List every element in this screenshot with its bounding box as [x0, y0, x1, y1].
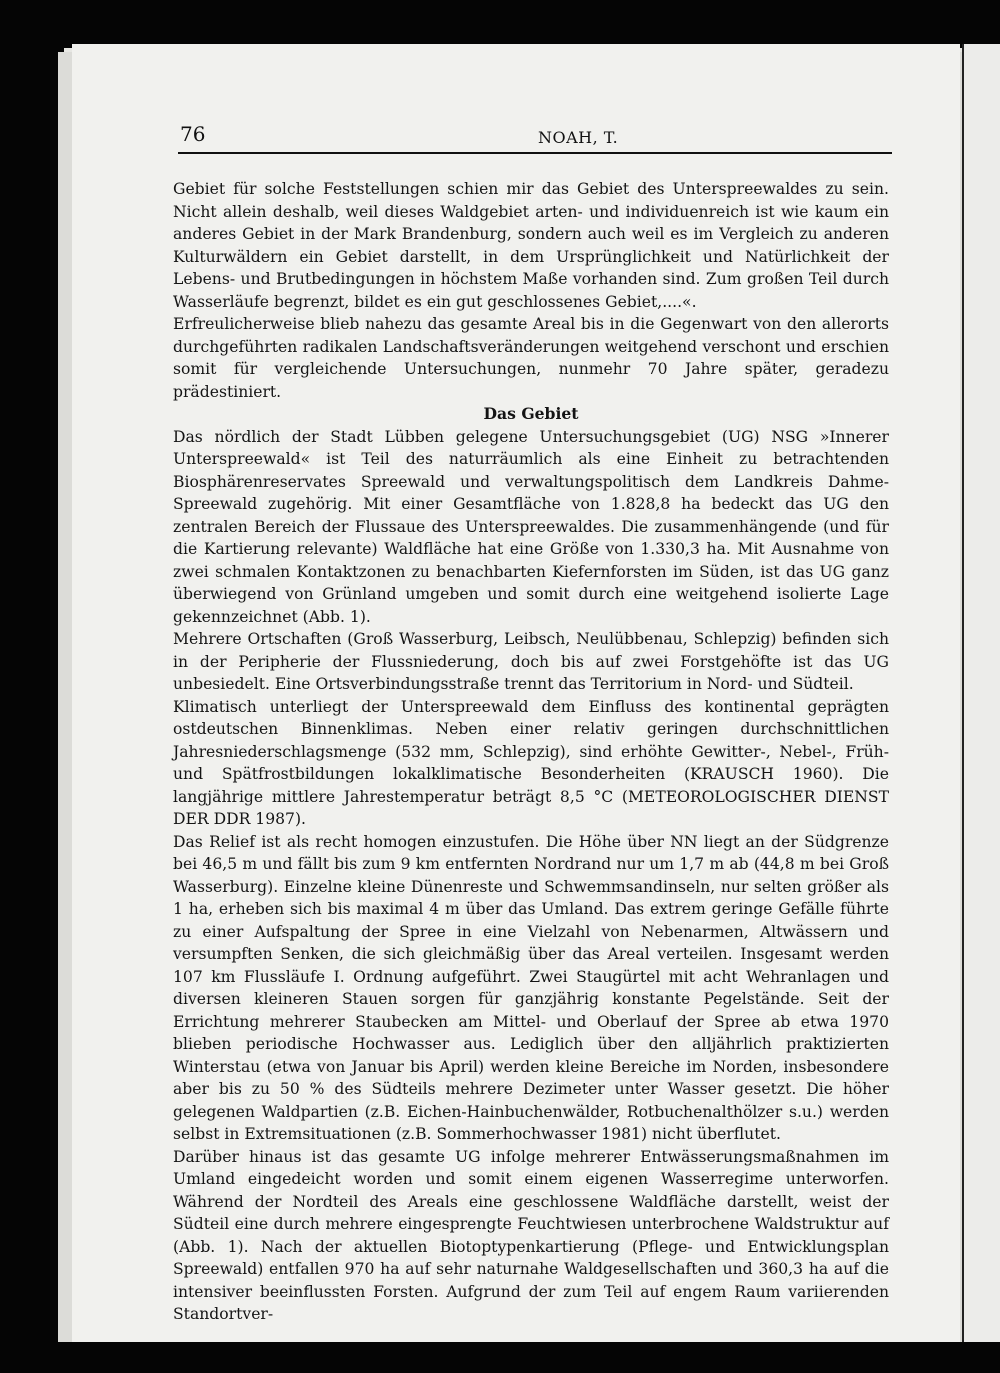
paragraph: Klimatisch unterliegt der Unterspreewald dem Einfluss des kontinental geprägten ostdeutschen Binnenklimas. Neben einer relativ geringen durchschnittlichen Jahresniederschlagsmenge (532 mm, Schlepzig), sind erhöhte Gewitter-, Nebel-, Früh- und Spätfrostbildungen lokalklimatische Besonderheiten (KRAUSCH 1960). Die langjährige mittlere Jahrestemperatur beträgt 8,5 °C (METEOROLOGISCHER DIENST DER DDR 1987).: [173, 697, 889, 828]
paragraph: Darüber hinaus ist das gesamte UG infolge mehrerer Entwässerungsmaßnahmen im Umland eingedeicht worden und somit einem eigenen Wasserregime unterworfen. Während der Nordteil des Areals eine geschlossene Waldfläche darstellt, weist der Südteil eine durch mehrere eingesprengte Feuchtwiesen unterbrochene Waldstruktur auf (Abb. 1). Nach der aktuellen Biotoptypenkartierung (Pflege- und Entwicklungsplan Spreewald) entfallen 970 ha auf sehr naturnahe Waldgesellschaften und 360,3 ha auf die intensiver beeinflussten Forsten. Aufgrund der zum Teil auf engem Raum variierenden Standortver-: [173, 1147, 889, 1323]
body-text: [173, 178, 889, 1326]
page-header: [178, 122, 890, 156]
paragraph: Das nördlich der Stadt Lübben gelegene Untersuchungsgebiet (UG) NSG »Innerer Unterspreewald« ist Teil des naturräumlich als eine Einheit zu betrachtenden Biosphärenreservates Spreewald und verwaltungspolitisch dem Landkreis Dahme-Spreewald zugehörig. Mit einer Gesamtfläche von 1.828,8 ha bedeckt das UG den zentralen Bereich der Flussaue des Unterspreewaldes. Die zusammenhängende (und für die Kartierung relevante) Waldfläche hat eine Größe von 1.330,3 ha. Mit Ausnahme von zwei schmalen Kontaktzonen zu benachbarten Kiefernforsten im Süden, ist das UG ganz überwiegend von Grünland umgeben und somit durch eine weitgehend isolierte Lage gekennzeichnet (Abb. 1).: [173, 427, 889, 626]
paragraph: Gebiet für solche Feststellungen schien mir das Gebiet des Unterspreewaldes zu sein. Nicht allein deshalb, weil dieses Waldgebiet arten- und individuenreich ist wie kaum ein anderes Gebiet in der Mark Brandenburg, sondern auch weil es im Vergleich zu anderen Kulturwäldern ein Gebiet darstellt, in dem Ursprünglichkeit und Natürlichkeit der Lebens- und Brutbedingungen in höchstem Maße vorhanden sind. Zum großen Teil durch Wasserläufe begrenzt, bildet es ein gut geschlossenes Gebiet,....«.: [173, 180, 889, 311]
running-head: NOAH, T.: [538, 128, 619, 147]
paragraph: Das Relief ist als recht homogen einzustufen. Die Höhe über NN liegt an der Südgrenze bei 46,5 m und fällt bis zum 9 km entfernten Nordrand nur um 1,7 m ab (44,8 m bei Groß Wasserburg). Einzelne kleine Dünenreste und Schwemmsandinseln, nur selten größer als 1 ha, erheben sich bis maximal 4 m über das Umland. Das extrem geringe Gefälle führte zu einer Aufspaltung der Spree in eine Vielzahl von Nebenarmen, Altwässern und versumpften Senken, die sich gleichmäßig über das Areal verteilen. Insgesamt werden 107 km Flussläufe I. Ordnung aufgeführt. Zwei Staugürtel mit acht Wehranlagen und diversen kleineren Stauen sorgen für ganzjährig konstante Pegelstände. Seit der Errichtung mehrerer Staubecken am Mittel- und Oberlauf der Spree ab etwa 1970 blieben periodische Hochwasser aus. Lediglich über den alljährlich praktizierten Winterstau (etwa von Januar bis April) werden kleine Bereiche im Norden, insbesondere aber bis zu 50 % des Südteils mehrere Dezimeter unter Wasser gesetzt. Die höher gelegenen Waldpartien (z.B. Eichen-Hainbuchenwälder, Rotbuchenalthölzer s.u.) werden selbst in Extremsituationen (z.B. Sommerhochwasser 1981) nicht überflutet.: [173, 832, 889, 1143]
page-number: 76: [180, 122, 206, 146]
section-heading: Das Gebiet: [483, 404, 579, 423]
facing-page-edge: [962, 44, 1000, 1342]
paragraph: Erfreulicherweise blieb nahezu das gesamte Areal bis in die Gegenwart von den allerorts durchgeführten radikalen Landschaftsveränderungen weitgehend verschont und erschien somit für vergleichende Untersuchungen, nunmehr 70 Jahre später, geradezu prädestiniert.: [173, 315, 889, 401]
paragraph: Mehrere Ortschaften (Groß Wasserburg, Leibsch, Neulübbenau, Schlepzig) befinden sich in der Peripherie der Flussniederung, doch bis auf zwei Forstgehöfte ist das UG unbesiedelt. Eine Ortsverbindungsstraße trennt das Territorium in Nord- und Südteil.: [173, 630, 889, 693]
header-rule: [178, 152, 892, 154]
